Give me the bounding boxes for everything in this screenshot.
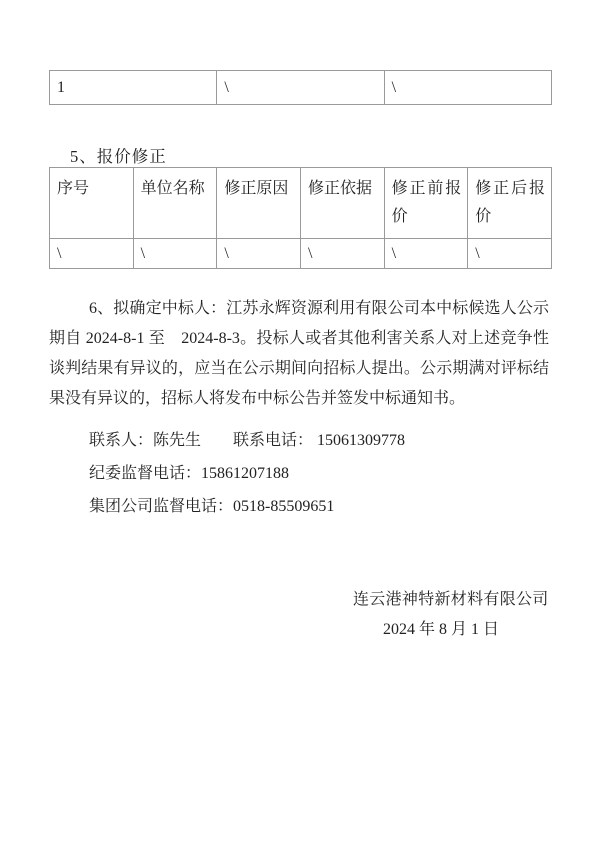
table-cell: \ (384, 239, 468, 269)
group-supervision-phone-line: 集团公司监督电话：0518-85509651 (89, 498, 335, 515)
header-cell-pre-correction-quote: 修正前报价 (384, 168, 468, 239)
table-cell-seq: 1 (50, 71, 217, 105)
table-header-row (50, 168, 552, 239)
previous-section-table (49, 70, 552, 105)
contact-person-phone-line: 联系人：陈先生 联系电话： 15061309778 (89, 432, 406, 449)
section-5-heading: 5、报价修正 (70, 147, 167, 166)
table-cell: \ (468, 239, 552, 269)
table-cell: \ (133, 239, 217, 269)
table-cell: \ (217, 71, 384, 105)
table-cell: \ (50, 239, 134, 269)
table-cell: \ (384, 71, 551, 105)
award-announcement-paragraph: 6、拟确定中标人：江苏永辉资源利用有限公司本中标候选人公示期自 2024-8-1 至 2024-8-3。投标人或者其他利害关系人对上述竞争性谈判结果有异议的，应当在公示期间向招标人提出。公示期满对评标结果没有异议的，招标人将发布中标公告并签发中标通知书。 (49, 300, 549, 407)
table-row (50, 239, 552, 269)
signature-date: 2024 年 8 月 1 日 (383, 621, 500, 638)
table-row (50, 71, 552, 105)
table-cell: \ (300, 239, 384, 269)
header-cell-seq: 序号 (50, 168, 134, 239)
signature-company-name: 连云港神特新材料有限公司 (353, 591, 549, 608)
contact-info-block (89, 424, 405, 523)
price-correction-table (49, 167, 552, 269)
table-cell: \ (217, 239, 301, 269)
discipline-supervision-phone-line: 纪委监督电话：15861207188 (89, 465, 290, 482)
header-cell-unit-name: 单位名称 (133, 168, 217, 239)
header-cell-post-correction-quote: 修正后报价 (468, 168, 552, 239)
header-cell-correction-reason: 修正原因 (217, 168, 301, 239)
header-cell-correction-basis: 修正依据 (300, 168, 384, 239)
